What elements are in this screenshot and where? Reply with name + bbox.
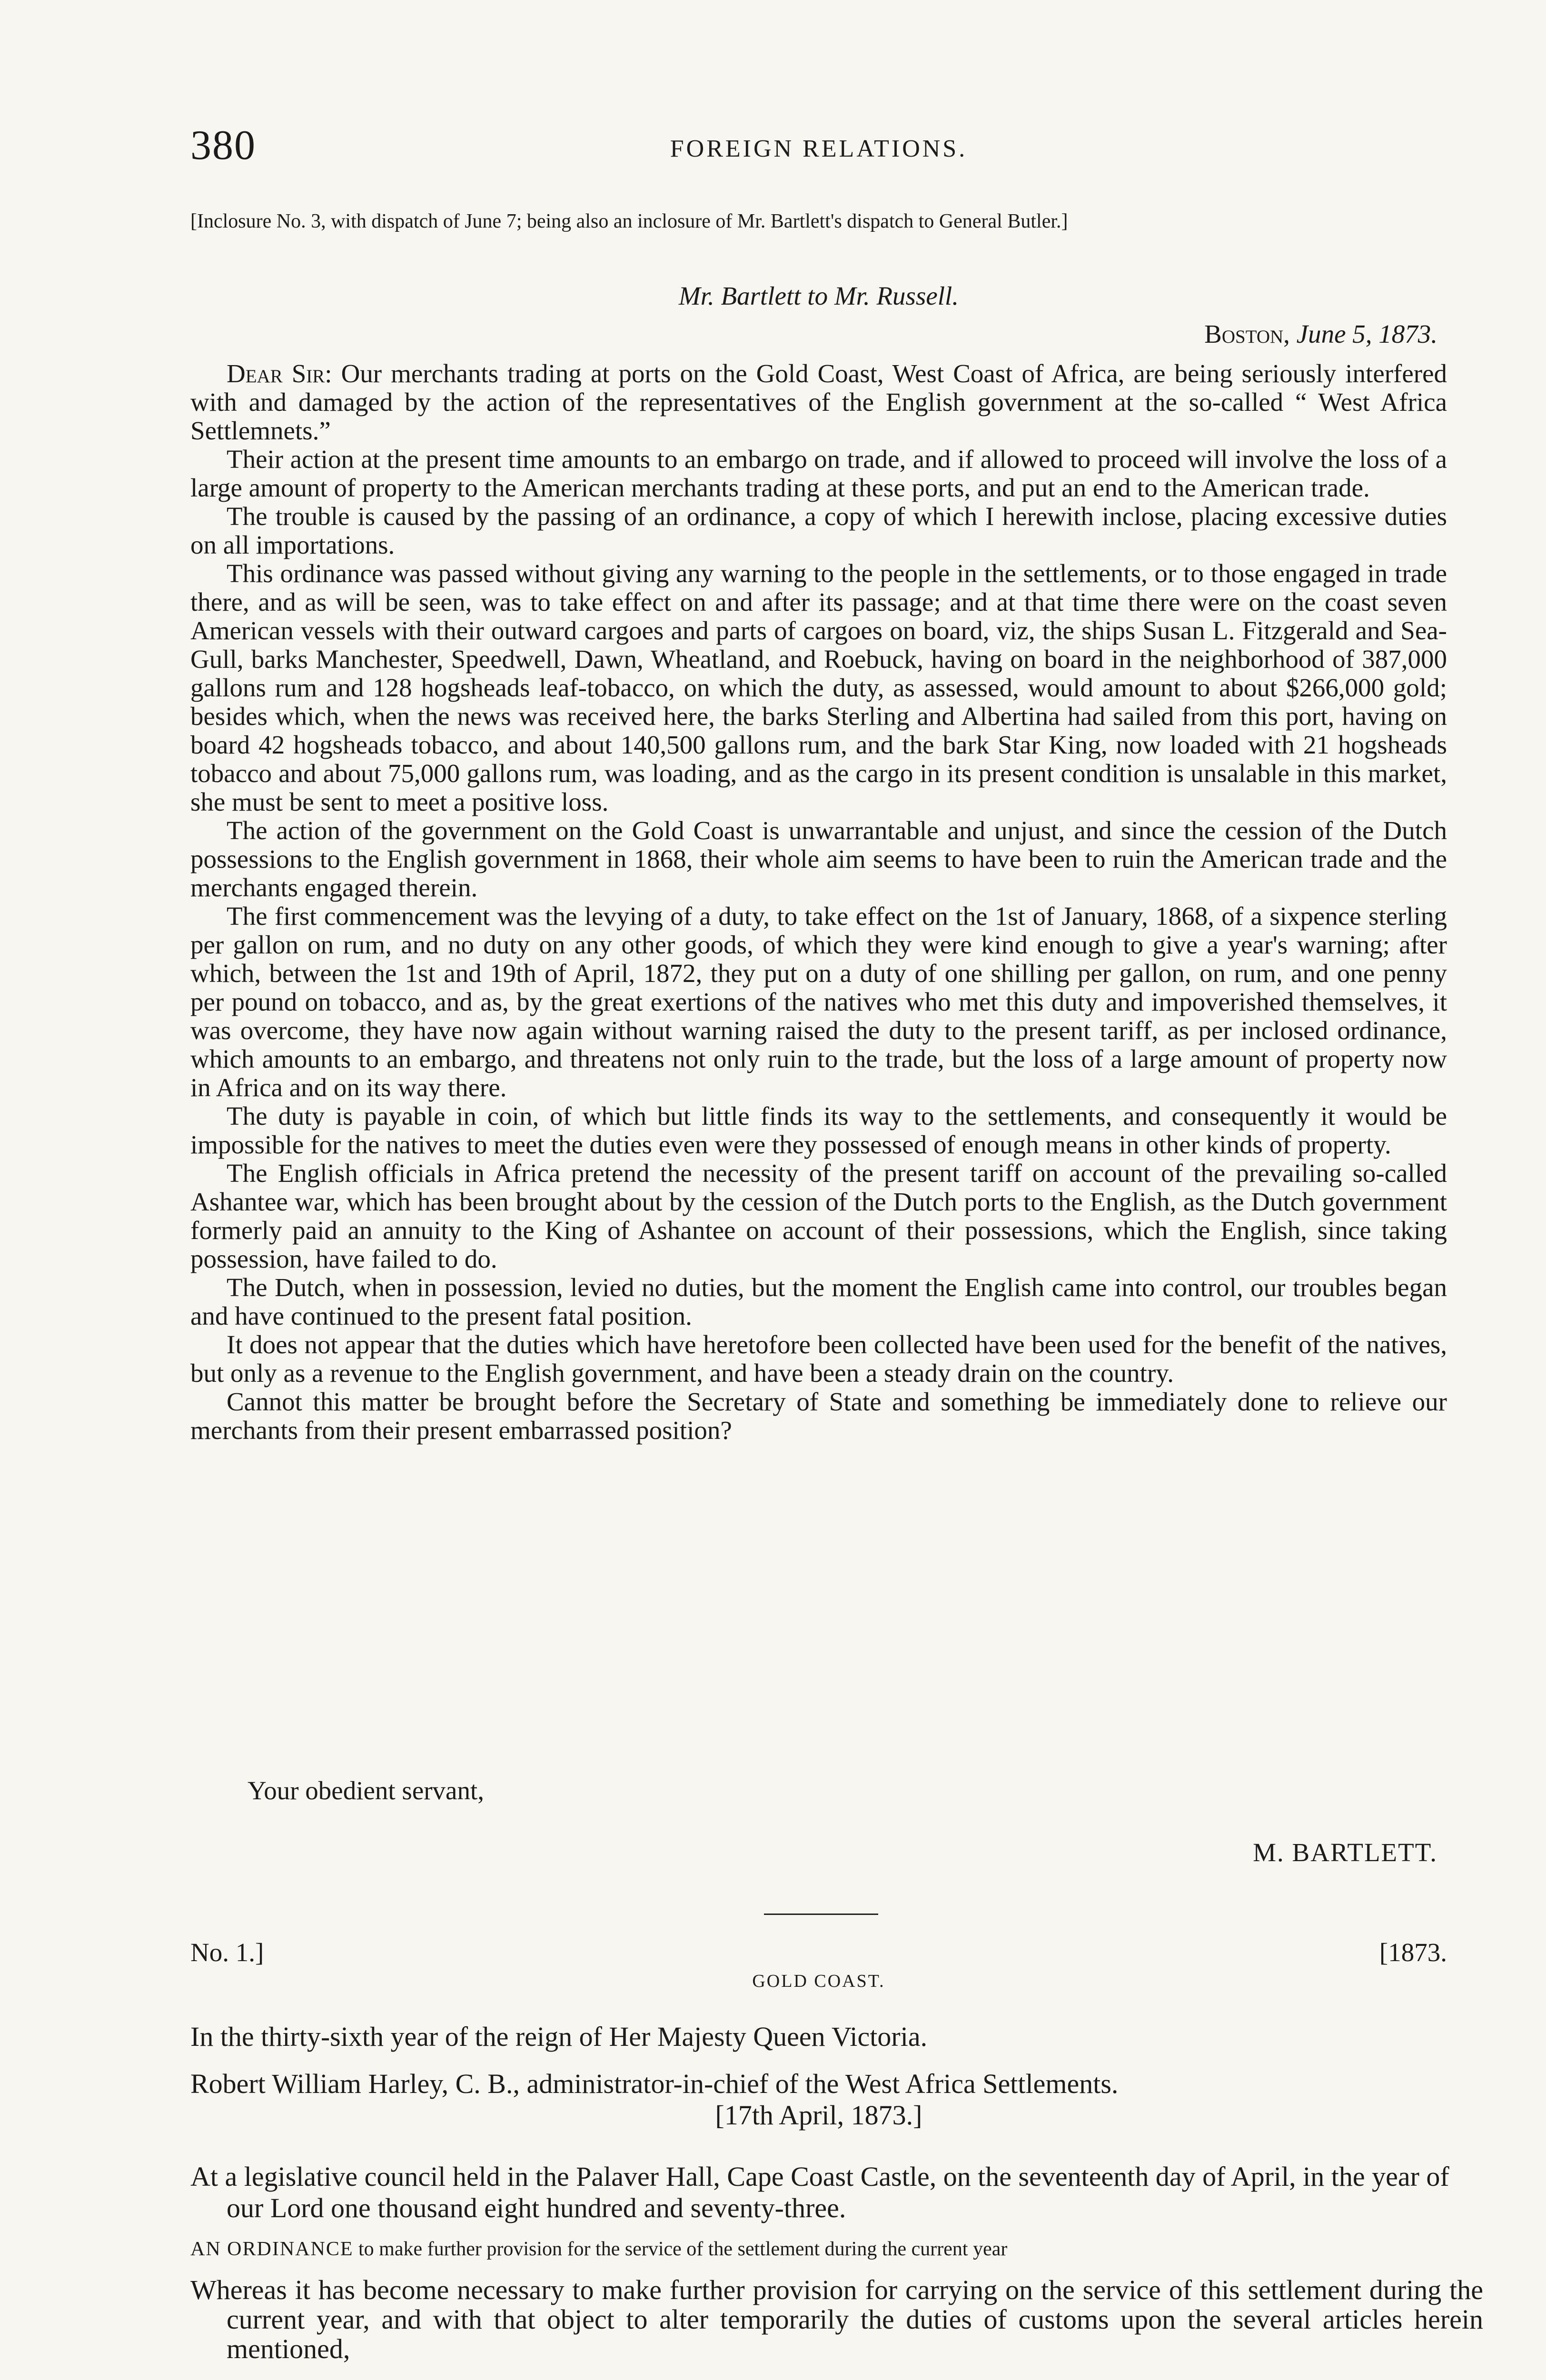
letter-signature: M. BARTLETT. (1253, 1838, 1437, 1867)
dateline-place: Boston, (1204, 319, 1290, 348)
ordinance-title-caps: AN ORDINANCE (190, 2238, 354, 2260)
ordinance-title-rest: to make further provision for the service of the settlement during the current year (358, 2238, 1008, 2260)
ordinance-title (190, 2237, 1447, 2261)
letter-paragraph: The action of the government on the Gold Coast is unwarrantable and unjust, and since the cession of the Dutch possessions to the English government in 1868, their whole aim seems to have been to ruin the American trade and the merchants engaged therein. (190, 816, 1447, 902)
page-number: 380 (190, 122, 256, 169)
administrator-date: [17th April, 1873.] (715, 2100, 922, 2131)
administrator-text: Robert William Harley, C. B., administrator-in-chief of the West Africa Settlements. (190, 2068, 1119, 2099)
letter-paragraph: It does not appear that the duties which have heretofore been collected have been used for the benefit of the natives, but only as a revenue to the English government, and have been a steady drain on the country. (190, 1330, 1447, 1388)
letter-body (190, 359, 1447, 1445)
paragraph-text: Our merchants trading at ports on the Gold Coast, West Coast of Africa, are being seriously interfered with and damaged by the action of the representatives of the English government at the so-called “ West Africa Settlemnets.” (190, 359, 1447, 445)
letter-paragraph: The English officials in Africa pretend the necessity of the present tariff on account of the prevailing so-called Ashantee war, which has been brought about by the cession of the Dutch ports to the English, as the Dutch government formerly paid an annuity to the King of Ashantee on account of their possessions, which the English, since taking possession, have failed to do. (190, 1159, 1447, 1273)
ordinance-administrator (190, 2068, 1447, 2131)
letter-paragraph: The trouble is caused by the passing of an ordinance, a copy of which I herewith inclose, placing excessive duties on all importations. (190, 502, 1447, 559)
inclosure-note: [Inclosure No. 3, with dispatch of June 7; being also an inclosure of Mr. Bartlett's dispatch to General Butler.] (190, 210, 1068, 232)
ordinance-council: At a legislative council held in the Palaver Hall, Cape Coast Castle, on the seventeenth day of April, in the year of our Lord one thousand eight hundred and seventy-three. (190, 2161, 1449, 2223)
ordinance-year: [1873. (1379, 1938, 1447, 1967)
letter-signoff: Your obedient servant, (248, 1776, 484, 1805)
letter-paragraph (190, 359, 1447, 445)
letter-paragraph: The duty is payable in coin, of which but little finds its way to the settlements, and consequently it would be impossible for the natives to meet the duties even were they possessed of enough means in other kinds of property. (190, 1101, 1447, 1159)
ordinance-whereas: Whereas it has become necessary to make further provision for carrying on the service of this settlement during the current year, and with that object to alter temporarily the duties of customs upon the several articles herein mentioned, (190, 2274, 1483, 2364)
letter-paragraph: The Dutch, when in possession, levied no duties, but the moment the English came into control, our troubles began and have continued to the present fatal position. (190, 1273, 1447, 1330)
salutation: Dear Sir: (227, 359, 332, 388)
letter-paragraph: The first commencement was the levying of a duty, to take effect on the 1st of January, 1868, of a sixpence sterling per gallon on rum, and no duty on any other goods, of which they were kind enough to give a year's warning; after which, between the 1st and 19th of April, 1872, they put on a duty of one shilling per gallon, on rum, and one penny per pound on tobacco, and as, by the great exertions of the natives who met this duty and impoverished themselves, it was overcome, they have now again without warning raised the duty to the present tariff, as per inclosed ordinance, which amounts to an embargo, and threatens not only ruin to the trade, but the loss of a large amount of property now in Africa and on its way there. (190, 902, 1447, 1102)
letter-paragraph: This ordinance was passed without giving any warning to the people in the settlements, or to those engaged in trade there, and as will be seen, was to take effect on and after its passage; and at that time there were on the coast seven American vessels with their outward cargoes and parts of cargoes on board, viz, the ships Susan L. Fitzgerald and Sea-Gull, barks Manchester, Speedwell, Dawn, Wheatland, and Roebuck, having on board in the neighborhood of 387,000 gallons rum and 128 hogsheads leaf-tobacco, on which the duty, as assessed, would amount to about $266,000 gold; besides which, when the news was received here, the barks Sterling and Albertina had sailed from this port, having on board 42 hogsheads tobacco, and about 140,500 gallons rum, and the bark Star King, now loaded with 21 hogsheads tobacco and about 75,000 gallons rum, was loading, and as the cargo in its present condition is unsalable in this market, she must be sent to meet a positive loss. (190, 559, 1447, 816)
ordinance-reign: In the thirty-sixth year of the reign of Her Majesty Queen Victoria. (190, 2021, 928, 2052)
dateline-date: June 5, 1873. (1296, 319, 1437, 348)
page-header (190, 121, 1447, 174)
letter-heading: Mr. Bartlett to Mr. Russell. (678, 281, 959, 310)
ordinance-number: No. 1.] (190, 1938, 264, 1967)
section-divider (764, 1914, 878, 1915)
letter-paragraph: Cannot this matter be brought before the Secretary of State and something be immediately done to relieve our merchants from their present embarrassed position? (190, 1387, 1447, 1445)
letter-dateline (190, 319, 1447, 349)
ordinance-region: GOLD COAST. (752, 1971, 885, 1991)
letter-paragraph: Their action at the present time amounts to an embargo on trade, and if allowed to proceed will involve the loss of a large amount of property to the American merchants trading at these ports, and put an end to the American trade. (190, 445, 1447, 502)
running-head: FOREIGN RELATIONS. (670, 135, 968, 162)
